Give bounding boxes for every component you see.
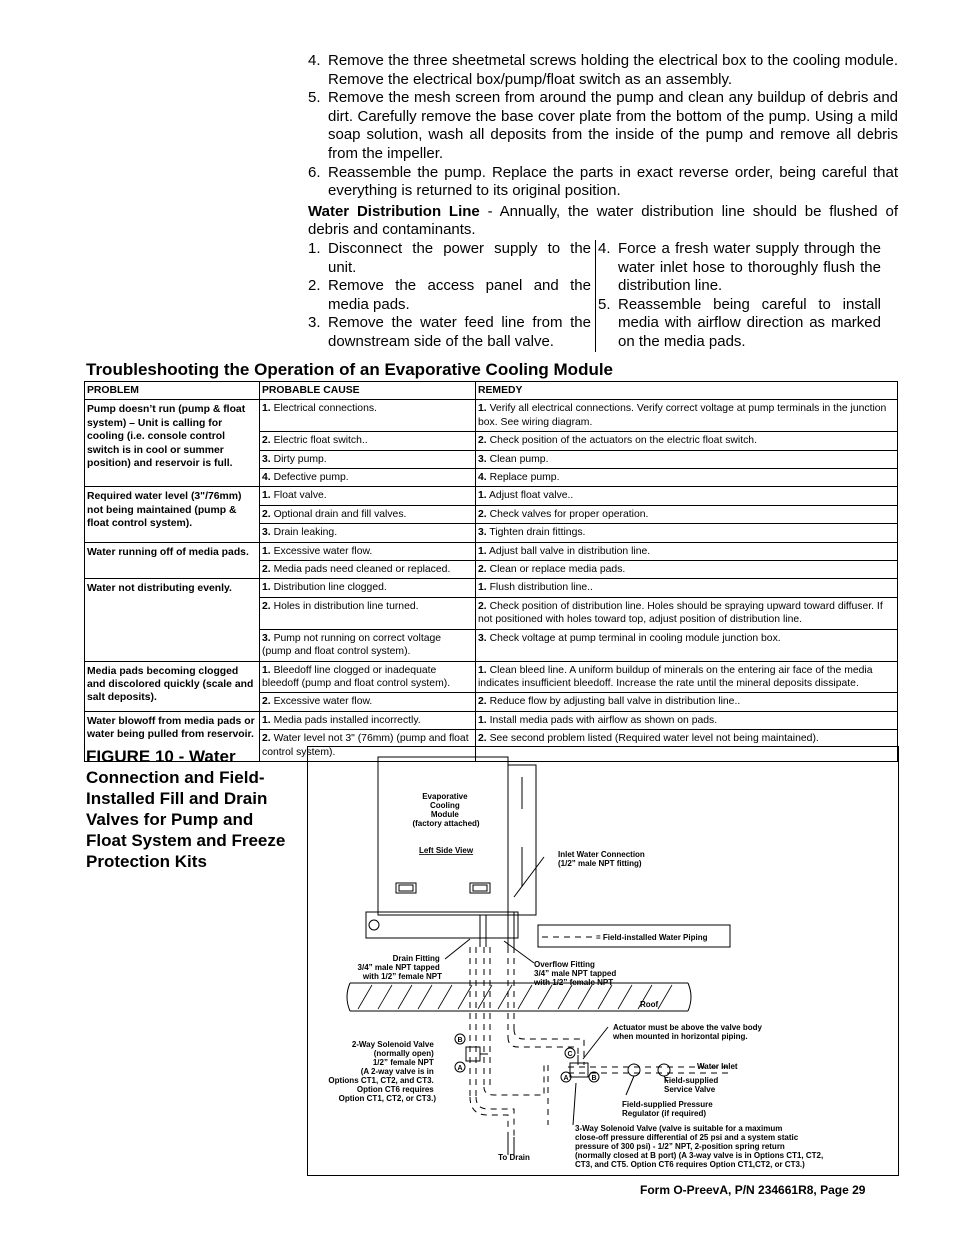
- cause-number: 1.: [262, 582, 271, 594]
- cause-cell: [260, 629, 476, 661]
- remedy-cell: [476, 629, 898, 661]
- remedy-cell: [476, 432, 898, 450]
- remedy-number: 1.: [478, 545, 487, 557]
- step-text: Remove the mesh screen from around the pump and clean any buildup of debris and dirt. Carefully remove the base cover plate from the bottom of the pump. Using a mild soap solution, wash all deposits from the inside of the pump and remove all debris from the impeller.: [328, 89, 898, 162]
- cause-cell: [260, 469, 476, 487]
- cause-cell: [260, 597, 476, 629]
- remedy-text: Adjust ball valve in distribution line.: [489, 545, 651, 557]
- table-row: [85, 579, 898, 597]
- label-port-a-3way: A: [563, 1075, 569, 1082]
- cause-cell: [260, 450, 476, 468]
- cause-number: 2.: [262, 696, 271, 708]
- cause-number: 3.: [262, 632, 271, 644]
- remedy-number: 1.: [478, 582, 487, 594]
- header-remedy: REMEDY: [476, 382, 898, 400]
- label-overflow: Overflow Fitting 3/4” male NPT tapped with 1/2” female NPT: [534, 960, 617, 987]
- step-text: Remove the access panel and the media pads.: [328, 277, 591, 313]
- step-item: [308, 240, 591, 277]
- step-number: 4.: [598, 239, 611, 257]
- cause-number: 3.: [262, 527, 271, 539]
- cause-number: 1.: [262, 403, 271, 415]
- step-number: 2.: [308, 277, 321, 295]
- table-row: [85, 487, 898, 505]
- cause-number: 1.: [262, 664, 271, 676]
- remedy-text: Check position of the actuators on the electric float switch.: [489, 435, 757, 447]
- steps-list: [308, 52, 898, 201]
- remedy-cell: [476, 450, 898, 468]
- cause-text: Media pads need cleaned or replaced.: [273, 564, 451, 576]
- label-left-side-view: Left Side View: [418, 846, 474, 855]
- step-number: 4.: [308, 52, 321, 69]
- remedy-text: Flush distribution line..: [489, 582, 593, 594]
- problem-cell: Required water level (3"/76mm) not being maintained (pump & float control system).: [85, 487, 260, 542]
- cause-cell: [260, 487, 476, 505]
- label-port-a-2way: A: [457, 1065, 463, 1072]
- flush-steps-columns: [308, 240, 898, 352]
- water-distribution-label: Water Distribution Line: [308, 202, 480, 220]
- remedy-number: 4.: [478, 472, 487, 484]
- label-drain-fitting: Drain Fitting 3/4” male NPT tapped with 1/2” female NPT: [357, 954, 442, 981]
- cause-text: Water level not 3" (76mm) (pump and float control system).: [262, 733, 469, 758]
- table-header-row: [85, 382, 898, 400]
- remedy-text: See second problem listed (Required water level not being maintained).: [489, 733, 819, 745]
- remedy-cell: [476, 579, 898, 597]
- cause-text: Bleedoff line clogged or inadequate bleedoff (pump and float control system).: [262, 664, 451, 689]
- problem-cell: Water not distributing evenly.: [85, 579, 260, 661]
- cause-text: Excessive water flow.: [273, 696, 373, 708]
- cause-cell: [260, 711, 476, 729]
- label-actuator: Actuator must be above the valve body when mounted in horizontal piping.: [613, 1023, 762, 1041]
- remedy-number: 1.: [478, 714, 487, 726]
- cause-number: 2.: [262, 435, 271, 447]
- module-base: [366, 912, 518, 938]
- remedy-cell: [476, 711, 898, 729]
- step-item: [308, 277, 591, 314]
- cause-text: Holes in distribution line turned.: [273, 600, 419, 612]
- label-three-way-valve: 3-Way Solenoid Valve (valve is suitable for a maximum close-off pressure differential of 25 psi and a system static pressure of 300 psi) - 1/2” NPT, 2-position spring return (normally closed at B port) (A 3-way valve is in Options CT1, CT2, CT3, and CT5. Option CT6 requires Option CT1,CT2, or CT3.): [575, 1124, 824, 1169]
- step-item: [308, 89, 898, 163]
- label-module: Evaporative Cooling Module (factory attached): [412, 792, 480, 828]
- remedy-text: Tighten drain fittings.: [489, 527, 586, 539]
- table-row: [85, 711, 898, 729]
- remedy-cell: [476, 693, 898, 711]
- remedy-cell: [476, 661, 898, 693]
- remedy-text: Adjust float valve..: [489, 490, 574, 502]
- remedy-number: 3.: [478, 632, 487, 644]
- remedy-cell: [476, 469, 898, 487]
- step-text: Remove the water feed line from the downstream side of the ball valve.: [328, 314, 591, 350]
- remedy-number: 1.: [478, 664, 487, 676]
- section-heading: Troubleshooting the Operation of an Evaporative Cooling Module: [86, 360, 614, 379]
- label-legend: = Field-installed Water Piping: [596, 933, 708, 942]
- cause-number: 1.: [262, 545, 271, 557]
- label-port-b-3way: B: [591, 1075, 597, 1082]
- remedy-cell: [476, 487, 898, 505]
- cause-cell: [260, 579, 476, 597]
- remedy-text: Check valves for proper operation.: [489, 508, 649, 520]
- remedy-text: Verify all electrical connections. Verify correct voltage at pump terminals in the junction box. See wiring diagram.: [478, 403, 887, 428]
- remedy-cell: [476, 542, 898, 560]
- step-text: Disconnect the power supply to the unit.: [328, 239, 591, 276]
- step-text: Reassemble the pump. Replace the parts in exact reverse order, being careful that everything is returned to its original position.: [328, 163, 898, 200]
- cause-text: Media pads installed incorrectly.: [273, 714, 421, 726]
- water-distribution-text: - Annually, the water distribution line should be flushed of debris and contaminants.: [308, 202, 898, 239]
- remedy-number: 2.: [478, 508, 487, 520]
- cause-text: Defective pump.: [273, 472, 349, 484]
- remedy-number: 2.: [478, 564, 487, 576]
- step-text: Remove the three sheetmetal screws holding the electrical box to the cooling module. Remove the electrical box/pump/float switch as an assembly.: [328, 52, 898, 88]
- step-number: 6.: [308, 163, 321, 181]
- flush-steps-right: [598, 240, 881, 352]
- step-item: [308, 314, 591, 351]
- cause-text: Electric float switch..: [273, 435, 368, 447]
- remedy-number: 2.: [478, 733, 487, 745]
- cause-number: 2.: [262, 564, 271, 576]
- label-pressure-regulator: Field-supplied Pressure Regulator (if required): [622, 1100, 713, 1118]
- step-number: 5.: [308, 89, 321, 107]
- instructions-block: [308, 52, 898, 352]
- step-item: [598, 240, 881, 296]
- cause-cell: [260, 561, 476, 579]
- cause-number: 1.: [262, 490, 271, 502]
- problem-cell: Water running off of media pads.: [85, 542, 260, 579]
- remedy-cell: [476, 400, 898, 432]
- step-number: 5.: [598, 295, 611, 313]
- cause-text: Excessive water flow.: [273, 545, 373, 557]
- label-port-c: C: [567, 1051, 573, 1058]
- step-text: Force a fresh water supply through the water inlet hose to thoroughly flush the distribution line.: [618, 239, 881, 295]
- module-body: [378, 757, 508, 915]
- cause-cell: [260, 432, 476, 450]
- remedy-cell: [476, 524, 898, 542]
- cause-number: 4.: [262, 472, 271, 484]
- remedy-text: Check voltage at pump terminal in cooling module junction box.: [489, 632, 781, 644]
- remedy-number: 1.: [478, 490, 487, 502]
- water-connection-diagram: [308, 747, 898, 1175]
- cause-cell: [260, 524, 476, 542]
- remedy-cell: [476, 597, 898, 629]
- cause-cell: [260, 693, 476, 711]
- step-number: 3.: [308, 314, 321, 332]
- remedy-cell: [476, 561, 898, 579]
- cause-text: Dirty pump.: [273, 453, 327, 465]
- cause-number: 2.: [262, 600, 271, 612]
- troubleshooting-table: [84, 381, 898, 762]
- table-row: [85, 400, 898, 432]
- cause-text: Optional drain and fill valves.: [273, 508, 407, 520]
- header-problem: PROBLEM: [85, 382, 260, 400]
- figure-diagram: [307, 746, 899, 1176]
- problem-cell: Media pads becoming clogged and discolored quickly (scale and salt deposits).: [85, 661, 260, 711]
- remedy-text: Replace pump.: [489, 472, 560, 484]
- header-cause: PROBABLE CAUSE: [260, 382, 476, 400]
- remedy-cell: [476, 505, 898, 523]
- problem-cell: Water blowoff from media pads or water being pulled from reservoir.: [85, 711, 260, 761]
- problem-cell: Pump doesn’t run (pump & float system) – Unit is calling for cooling (i.e. console control switch is in cool or summer position) and reservoir is full.: [85, 400, 260, 487]
- remedy-number: 1.: [478, 403, 487, 415]
- remedy-text: Reduce flow by adjusting ball valve in distribution line..: [489, 696, 741, 708]
- cause-number: 2.: [262, 508, 271, 520]
- remedy-text: Install media pads with airflow as shown on pads.: [489, 714, 718, 726]
- page-footer: Form O-PreevA, P/N 234661R8, Page 29: [640, 1183, 866, 1197]
- remedy-number: 2.: [478, 696, 487, 708]
- label-water-inlet: Water Inlet: [697, 1062, 738, 1071]
- step-item: [308, 52, 898, 89]
- remedy-number: 2.: [478, 600, 487, 612]
- step-text: Reassemble being careful to install media with airflow direction as marked on the media pads.: [618, 295, 881, 350]
- cause-number: 2.: [262, 733, 271, 745]
- cause-number: 3.: [262, 453, 271, 465]
- cause-text: Float valve.: [273, 490, 327, 502]
- cause-cell: [260, 400, 476, 432]
- remedy-text: Clean bleed line. A uniform buildup of minerals on the entering air face of the media indicates insufficient bleedoff. Increase the rate until the mineral deposits dissipate.: [478, 664, 873, 689]
- label-service-valve: Field-supplied Service Valve: [664, 1076, 719, 1094]
- step-number: 1.: [308, 239, 321, 257]
- step-item: [308, 164, 898, 201]
- water-distribution-paragraph: [308, 203, 898, 240]
- remedy-number: 3.: [478, 527, 487, 539]
- remedy-text: Clean or replace media pads.: [489, 564, 626, 576]
- label-two-way-valve: 2-Way Solenoid Valve (normally open) 1/2” female NPT (A 2-way valve is in Options CT1, CT2, and CT3. Option CT6 requires Option CT1, CT2, or CT3.): [328, 1040, 436, 1103]
- table-row: [85, 542, 898, 560]
- remedy-text: Check position of distribution line. Holes should be spraying upward toward diffuser. If not positioned with holes toward top, adjust position of distribution line.: [478, 600, 883, 626]
- cause-text: Drain leaking.: [273, 527, 338, 539]
- figure-caption: FIGURE 10 - Water Connection and Field-Installed Fill and Drain Valves for Pump and Float System and Freeze Protection Kits: [86, 747, 286, 871]
- cause-cell: [260, 661, 476, 693]
- remedy-text: Clean pump.: [489, 453, 549, 465]
- cause-text: Distribution line clogged.: [273, 582, 387, 594]
- cause-text: Electrical connections.: [273, 403, 377, 415]
- cause-cell: [260, 542, 476, 560]
- label-inlet: Inlet Water Connection (1/2” male NPT fitting): [558, 850, 645, 868]
- label-to-drain: To Drain: [498, 1153, 530, 1162]
- cause-text: Pump not running on correct voltage (pump and float control system).: [262, 632, 442, 658]
- remedy-number: 2.: [478, 435, 487, 447]
- cause-cell: [260, 505, 476, 523]
- remedy-number: 3.: [478, 453, 487, 465]
- cause-number: 1.: [262, 714, 271, 726]
- flush-steps-left: [308, 240, 596, 352]
- label-roof: Roof: [640, 1000, 659, 1009]
- table-row: [85, 661, 898, 693]
- step-item: [598, 296, 881, 352]
- label-port-b-2way: B: [457, 1037, 463, 1044]
